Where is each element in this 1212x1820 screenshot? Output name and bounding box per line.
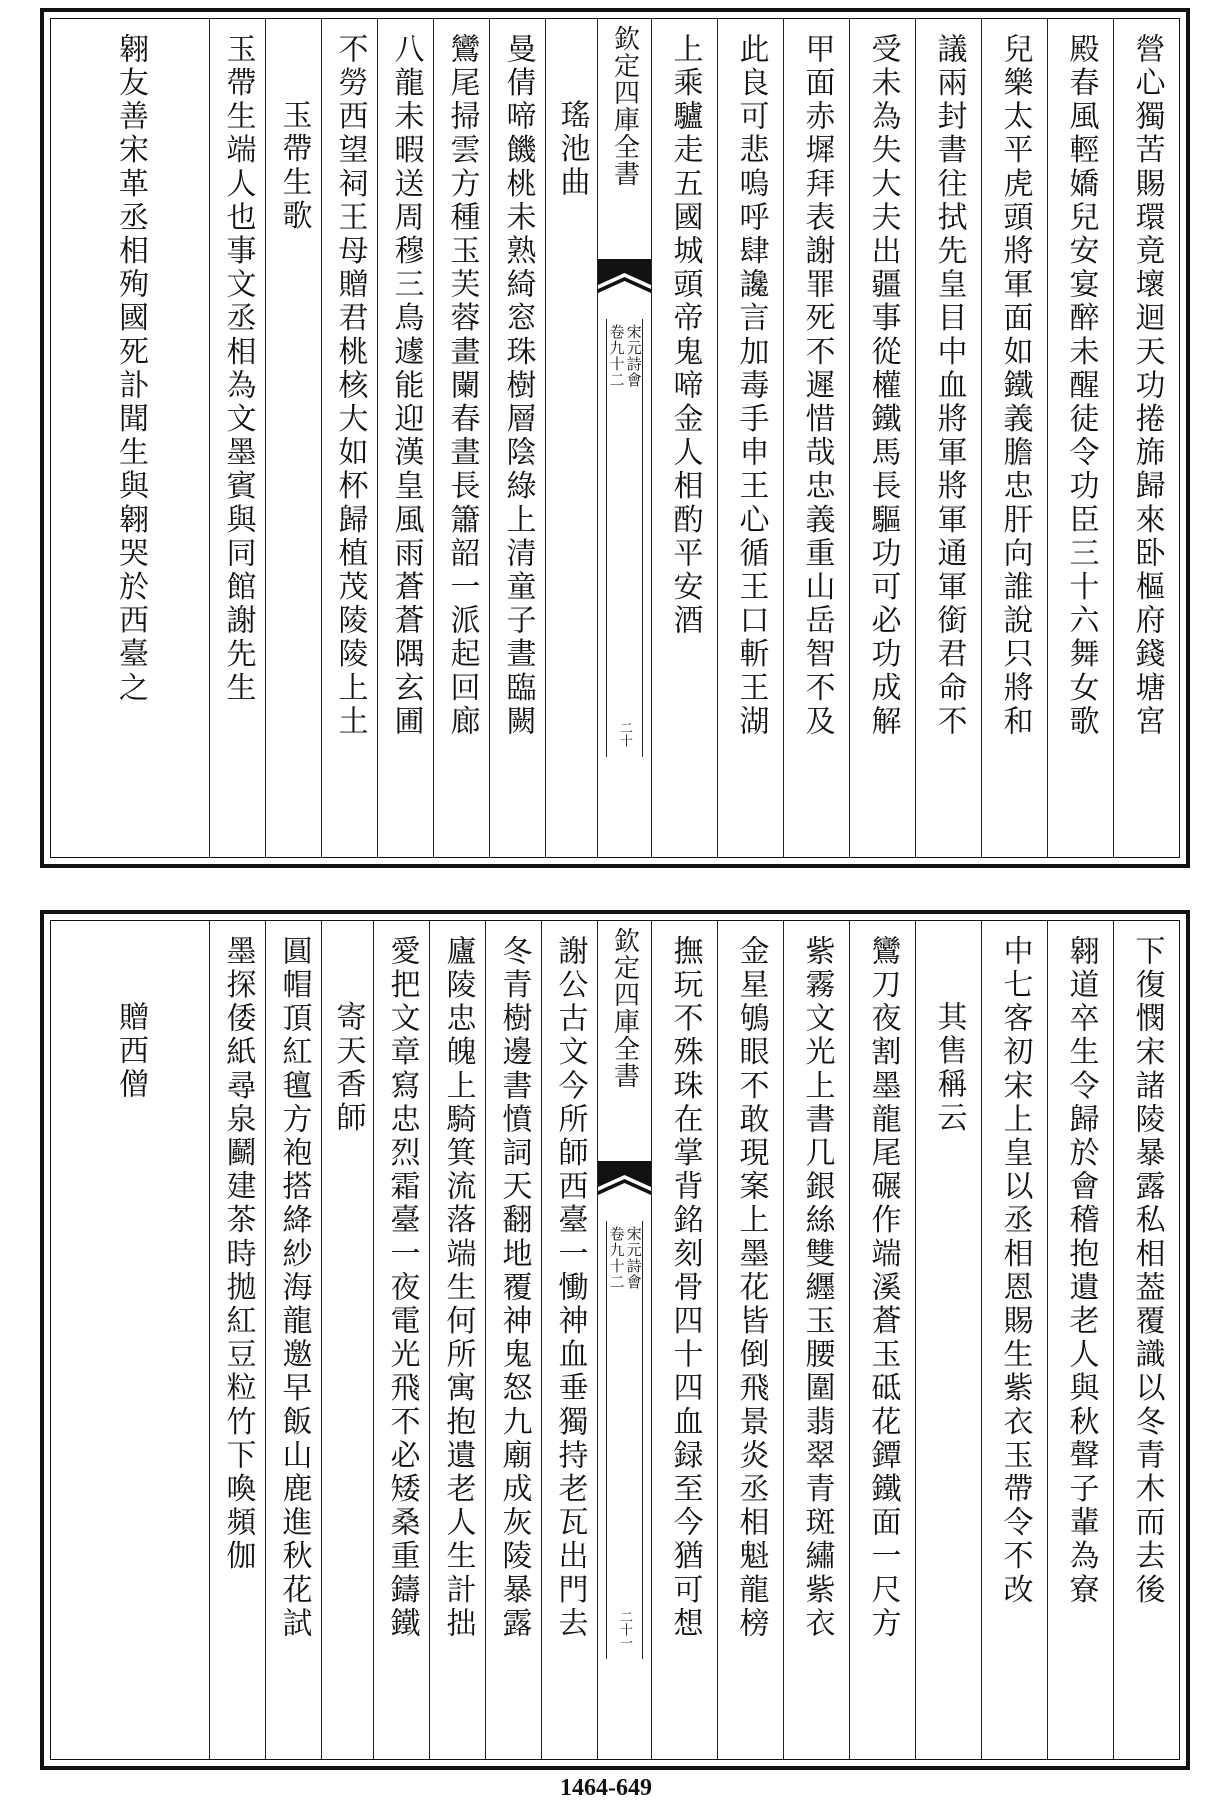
text-column <box>373 921 429 1759</box>
text-column <box>265 19 321 857</box>
column-text: 圓帽頂紅氊方袍搭絳紗海龍邀早飯山鹿進秋花試 <box>276 935 312 1641</box>
column-text: 玉帶生歌 <box>276 99 312 234</box>
column-text: 廬陵忠魄上騎箕流落端生何所寓抱遺老人生計拙 <box>440 935 476 1641</box>
column-text: 謝公古文今所師西臺一慟神血垂獨持老瓦出門去 <box>552 935 588 1641</box>
folio-number: 二十 <box>617 721 632 747</box>
column-text: 玉帶生端人也事文丞相為文墨賓與同館謝先生 <box>220 33 256 705</box>
column-text: 紫霧文光上書几銀絲雙纒玉腰圍翡翠青斑繡紫衣 <box>799 935 835 1641</box>
column-text: 受未為失大夫出疆事從權鐵馬長驅功可必功成解 <box>865 33 901 739</box>
text-column <box>717 19 783 857</box>
collection-title: 欽定四庫全書 <box>609 927 640 1089</box>
column-text: 愛把文章寫忠烈霜臺一夜電光飛不必矮桑重鑄鐵 <box>384 935 420 1641</box>
fish-tail-mark <box>598 1161 651 1213</box>
column-text: 鸞刀夜割墨龍尾碾作端溪蒼玉砥花鐔鐵面一尺方 <box>865 935 901 1641</box>
page-top <box>40 8 1190 868</box>
fish-tail-icon <box>598 1161 651 1213</box>
column-text: 贈西僧 <box>113 1001 148 1102</box>
fish-tail-icon <box>598 259 651 311</box>
collection-title: 欽定四庫全書 <box>609 25 640 187</box>
column-text: 鸞尾掃雲方種玉芙蓉畫闌春晝長簫韶一派起回廊 <box>444 33 480 739</box>
text-column <box>1047 19 1113 857</box>
page-bottom-frame <box>50 920 1180 1760</box>
column-text: 不勞西望祠王母贈君桃核大如杯歸植茂陵陵上土 <box>332 33 368 739</box>
text-column <box>981 19 1047 857</box>
text-column <box>1113 19 1179 857</box>
text-column <box>489 19 545 857</box>
text-column <box>321 921 373 1759</box>
juan-number: 卷九十二 <box>607 1226 626 1290</box>
column-text: 瑤池曲 <box>554 99 590 200</box>
column-text: 墨探倭紙尋泉鬬建茶時拋紅豆粒竹下喚頻伽 <box>220 935 256 1574</box>
book-title: 宋元詩會 <box>624 1226 643 1290</box>
text-column <box>1047 921 1113 1759</box>
juan-number: 卷九十二 <box>607 324 626 388</box>
page-top-columns <box>51 19 1179 857</box>
text-column <box>783 921 849 1759</box>
column-text: 此良可悲嗚呼肆讒言加毒手申王心循王口斬王湖 <box>733 33 769 739</box>
column-text: 金星鴝眼不敢現案上墨花皆倒飛景炎丞相魁龍榜 <box>733 935 769 1641</box>
text-column <box>981 921 1047 1759</box>
text-column <box>209 19 265 857</box>
folio-number: 二十一 <box>617 1610 632 1649</box>
text-column <box>1113 921 1179 1759</box>
column-text: 八龍未暇送周穆三鳥遽能迎漢皇風雨蒼蒼隅玄圃 <box>388 33 424 739</box>
text-column <box>651 19 717 857</box>
column-text: 營心獨苦賜環竟壞迴天功捲旆歸來卧樞府錢塘宮 <box>1129 33 1165 739</box>
page-number-footer: 1464-649 <box>560 1775 652 1801</box>
column-text: 寄天香師 <box>330 1001 366 1136</box>
text-column <box>377 19 433 857</box>
page-bottom <box>40 910 1190 1770</box>
center-spine <box>597 921 651 1759</box>
text-column <box>433 19 489 857</box>
text-column <box>915 19 981 857</box>
page-bottom-columns <box>51 921 1179 1759</box>
text-column <box>849 921 915 1759</box>
book-title: 宋元詩會 <box>624 324 643 388</box>
book-name <box>607 1226 642 1290</box>
text-column <box>915 921 981 1759</box>
text-column <box>717 921 783 1759</box>
column-text: 曼倩啼饑桃未熟綺窓珠樹層陰綠上清童子晝臨闕 <box>500 33 536 739</box>
text-column <box>651 921 717 1759</box>
fish-tail-mark <box>598 259 651 311</box>
text-column <box>265 921 321 1759</box>
column-text: 冬青樹邊書憤詞天翻地覆神鬼怒九廟成灰陵暴露 <box>496 935 532 1641</box>
text-column <box>429 921 485 1759</box>
column-text: 殿春風輕嬌兒安宴醉未醒徒令功臣三十六舞女歌 <box>1063 33 1099 739</box>
column-text: 翱道卒生令歸於會稽抱遺老人與秋聲子輩為寮 <box>1063 935 1099 1607</box>
column-text: 兒樂太平虎頭將軍面如鐵義膽忠肝向誰說只將和 <box>997 33 1033 739</box>
column-text: 上乘驢走五國城頭帝鬼啼金人相酌平安酒 <box>667 33 703 638</box>
column-text: 中七客初宋上皇以丞相恩賜生紫衣玉帶令不改 <box>997 935 1033 1607</box>
book-name <box>607 324 642 388</box>
text-column <box>209 921 265 1759</box>
text-column <box>545 19 597 857</box>
text-column <box>541 921 597 1759</box>
text-column <box>849 19 915 857</box>
text-column <box>783 19 849 857</box>
center-spine <box>597 19 651 857</box>
column-text: 翱友善宋革丞相殉國死訃聞生與翱哭於西臺之 <box>113 33 148 705</box>
text-column <box>51 19 209 857</box>
text-column <box>485 921 541 1759</box>
column-text: 議兩封書往拭先皇目中血將軍將軍通軍銜君命不 <box>931 33 967 739</box>
page-top-frame <box>50 18 1180 858</box>
text-column <box>321 19 377 857</box>
column-text: 下復憫宋諸陵暴露私相葢覆識以冬青木而去後 <box>1129 935 1165 1607</box>
column-text: 甲面赤墀拜表謝罪死不遲惜哉忠義重山岳智不及 <box>799 33 835 739</box>
column-text: 其售稱云 <box>931 1001 967 1136</box>
text-column <box>51 921 209 1759</box>
column-text: 撫玩不殊珠在掌背銘刻骨四十四血録至今猶可想 <box>667 935 703 1641</box>
